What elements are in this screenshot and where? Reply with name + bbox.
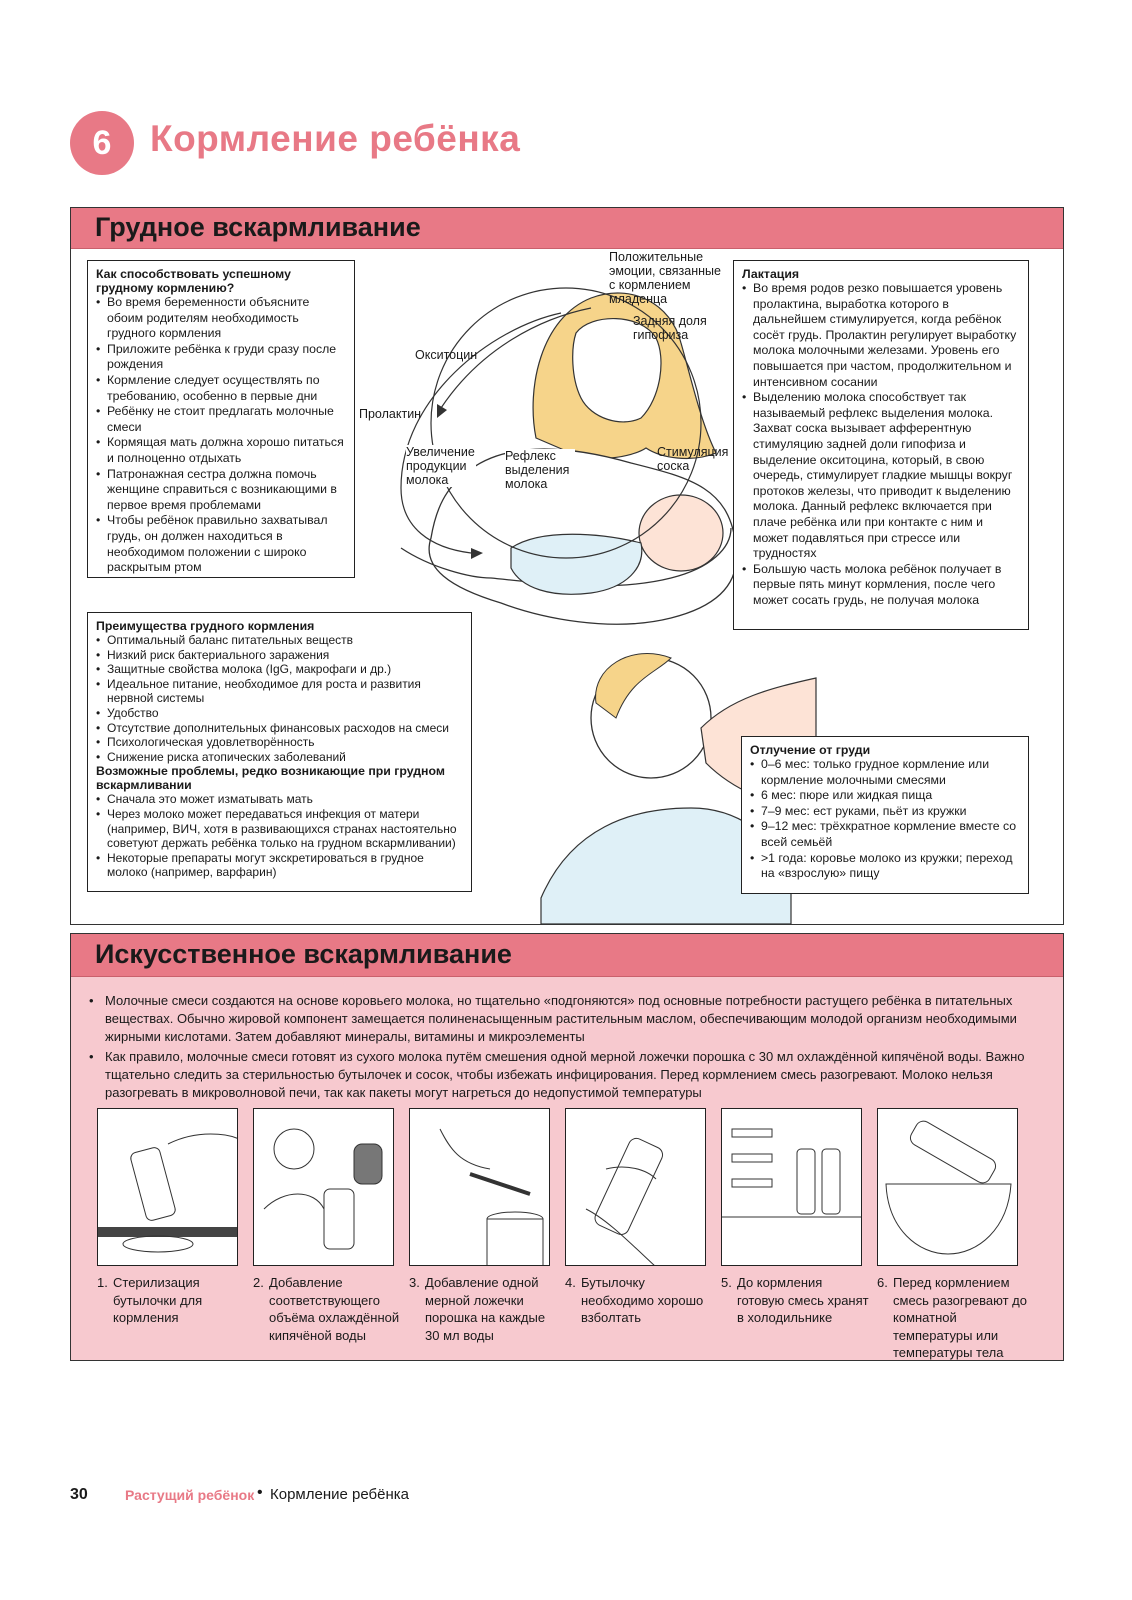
list-item: • Выделению молока способствует так называемый рефлекс выделения молока. Захват соска вызывает афферентную стимуляцию задней доли гипофиза и выделение окситоцина, который, в свою очередь, стимулирует гладкие мышцы вокруг протоков железы, что приводит к выделению молока. Данный рефлекс включается при плаче ребёнка или при контакте с ним и может подавляться при стрессе или трудностях xyxy=(742,390,1020,562)
step-text: Стерилизация бутылочки для кормления xyxy=(113,1275,203,1325)
list-item: • Во время беременности объясните обоим родителям необходимость грудного кормления xyxy=(96,295,346,342)
advantages-list xyxy=(96,633,463,764)
formula-title: Искусственное вскармливание xyxy=(95,939,512,969)
step-text: Добавление одной мерной ложечки порошка на каждые 30 мл воды xyxy=(425,1275,546,1343)
step-text: До кормления готовую смесь хранят в холодильнике xyxy=(737,1275,869,1325)
weaning-list xyxy=(750,757,1020,882)
measuring-spoon-icon xyxy=(410,1109,550,1266)
step-text: Перед кормлением смесь разогревают до комнатной температуры или температуры тела xyxy=(893,1275,1027,1360)
success-heading-line2: грудному кормлению? xyxy=(96,281,235,295)
step-number: 6. xyxy=(877,1275,888,1290)
step-1-caption xyxy=(97,1274,247,1327)
label-prolactin: Пролактин xyxy=(359,407,422,421)
success-list xyxy=(96,295,346,576)
formula-header-band xyxy=(71,934,1063,977)
list-item: • Ребёнку не стоит предлагать молочные смеси xyxy=(96,404,346,435)
advantages-heading: Преимущества грудного кормления xyxy=(96,619,315,633)
label-oxytocin: Окситоцин xyxy=(415,348,478,362)
footer-separator: • xyxy=(257,1484,263,1501)
weaning-box xyxy=(741,736,1029,894)
list-item: • >1 года: коровье молоко из кружки; переход на «взрослую» пищу xyxy=(750,851,1020,882)
list-item: • Кормление следует осуществлять по требованию, особенно в первые дни xyxy=(96,373,346,404)
step-2-caption xyxy=(253,1274,403,1344)
list-item: • 6 мес: пюре или жидкая пища xyxy=(750,788,1020,804)
list-item: • Защитные свойства молока (IgG, макрофаги и др.) xyxy=(96,662,463,677)
breastfeeding-title: Грудное вскармливание xyxy=(95,212,421,242)
label-positive-emotions: Положительные эмоции, связанные с кормлением младенца xyxy=(609,250,721,306)
list-item: • Низкий риск бактериального заражения xyxy=(96,648,463,663)
step-number: 2. xyxy=(253,1275,264,1290)
footer-section-title: Растущий ребёнок xyxy=(125,1487,255,1503)
step-4-caption xyxy=(565,1274,715,1327)
list-item: • Психологическая удовлетворённость xyxy=(96,735,463,750)
step-3-image xyxy=(409,1108,550,1266)
breastfeeding-section xyxy=(70,207,1064,925)
list-item: • Большую часть молока ребёнок получает в первые пять минут кормления, после чего может сосать грудь, не получая молока xyxy=(742,562,1020,609)
baby-head xyxy=(639,495,723,571)
step-3-caption xyxy=(409,1274,559,1344)
step-4-image xyxy=(565,1108,706,1266)
list-item: • Идеальное питание, необходимое для роста и развития нервной системы xyxy=(96,677,463,706)
step-2-image xyxy=(253,1108,394,1266)
breastfeeding-success-box xyxy=(87,260,355,578)
list-item: • Удобство xyxy=(96,706,463,721)
list-item: • Отсутствие дополнительных финансовых расходов на смеси xyxy=(96,721,463,736)
paragraph-text: Молочные смеси создаются на основе коровьего молока, но тщательно «подгоняются» под основные потребности растущего ребёнка в питательных веществах. Обычно жировой компонент замещается полиненасыщенным растительным маслом, обеспечивающим молодой организм необходимыми жирными кислотами. Затем добавляют минералы, витамины и микроэлементы xyxy=(105,993,1017,1044)
step-1-image xyxy=(97,1108,238,1266)
step-number: 3. xyxy=(409,1275,420,1290)
advantages-box xyxy=(87,612,472,892)
list-item: • Через молоко может передаваться инфекция от матери (например, ВИЧ, хотя в развивающихся странах настоятельно советуют держать ребёнка только на грудном вскармливании) xyxy=(96,807,463,851)
list-item: • 0–6 мес: только грудное кормление или кормление молочными смесями xyxy=(750,757,1020,788)
list-item: • 7–9 мес: ест руками, пьёт из кружки xyxy=(750,804,1020,820)
label-letdown-reflex: Рефлекс выделения молока xyxy=(505,449,575,491)
formula-paragraph-2 xyxy=(89,1048,1044,1102)
lactation-box xyxy=(733,260,1029,630)
success-heading-line1: Как способствовать успешному xyxy=(96,267,291,281)
list-item: • Во время родов резко повышается уровень пролактина, выработка которого в дальнейшем стимулируется, когда ребёнок сосёт грудь. Пролактин регулирует выработку молока молочными железами. Уровень его повышается при частом, продолжительном и интенсивном сосании xyxy=(742,281,1020,390)
list-item: • Сначала это может изматывать мать xyxy=(96,792,463,807)
warm-water-bowl-icon xyxy=(878,1109,1018,1266)
step-text: Бутылочку необходимо хорошо взболтать xyxy=(581,1275,704,1325)
lactation-list xyxy=(742,281,1020,608)
step-number: 5. xyxy=(721,1275,732,1290)
list-item: • Некоторые препараты могут экскретироваться в грудное молоко (например, варфарин) xyxy=(96,851,463,880)
step-6-image xyxy=(877,1108,1018,1266)
chapter-title: Кормление ребёнка xyxy=(150,118,521,159)
list-item: • Оптимальный баланс питательных веществ xyxy=(96,633,463,648)
step-number: 4. xyxy=(565,1275,576,1290)
weaning-heading: Отлучение от груди xyxy=(750,743,871,757)
shake-bottle-icon xyxy=(566,1109,706,1266)
label-posterior-pituitary: Задняя доля гипофиза xyxy=(633,314,707,342)
breastfeeding-header-band xyxy=(71,208,1063,249)
list-item: • Патронажная сестра должна помочь женщине справиться с возникающими в первое время проблемами xyxy=(96,467,346,514)
page-number: 30 xyxy=(70,1486,88,1503)
formula-section xyxy=(70,933,1064,1361)
step-text: Добавление соответствующего объёма охлаждённой кипячёной воды xyxy=(269,1275,400,1343)
list-item: • Чтобы ребёнок правильно захватывал грудь, он должен находиться в необходимом положении с широко раскрытым ртом xyxy=(96,513,346,575)
refrigerator-icon xyxy=(722,1109,862,1266)
bullet: • xyxy=(89,993,94,1008)
sterilize-bottle-icon xyxy=(98,1109,238,1266)
paragraph-text: Как правило, молочные смеси готовят из сухого молока путём смешения одной мерной ложечки порошка с 30 мл охлаждённой кипячёной воды. Важно тщательно следить за стерильностью бутылочек и сосок, чтобы избежать инфицирования. Перед кормлением смесь разогревают. Молоко нельзя разогревать в микроволновой печи, так как пакеты могут нагреться до недопустимой температуры xyxy=(105,1049,1025,1100)
list-item: • Снижение риска атопических заболеваний xyxy=(96,750,463,765)
lactation-heading: Лактация xyxy=(742,267,800,281)
problems-heading: Возможные проблемы, редко возникающие при грудном вскармливании xyxy=(96,764,445,793)
list-item: • 9–12 мес: трёхкратное кормление вместе со всей семьёй xyxy=(750,819,1020,850)
label-milk-production: Увеличение продукции молока xyxy=(406,445,475,487)
step-number: 1. xyxy=(97,1275,108,1290)
step-6-caption xyxy=(877,1274,1027,1362)
list-item: • Кормящая мать должна хорошо питаться и полноценно отдыхать xyxy=(96,435,346,466)
label-nipple-stimulation: Стимуляция соска xyxy=(657,445,729,473)
bullet: • xyxy=(89,1049,94,1064)
problems-list xyxy=(96,792,463,880)
step-5-image xyxy=(721,1108,862,1266)
step-5-caption xyxy=(721,1274,871,1327)
list-item: • Приложите ребёнка к груди сразу после рождения xyxy=(96,342,346,373)
kettle-pour-icon xyxy=(254,1109,394,1266)
chapter-number-badge: 6 xyxy=(70,111,134,175)
footer-chapter-title: Кормление ребёнка xyxy=(270,1486,409,1503)
formula-paragraph-1 xyxy=(89,992,1044,1046)
